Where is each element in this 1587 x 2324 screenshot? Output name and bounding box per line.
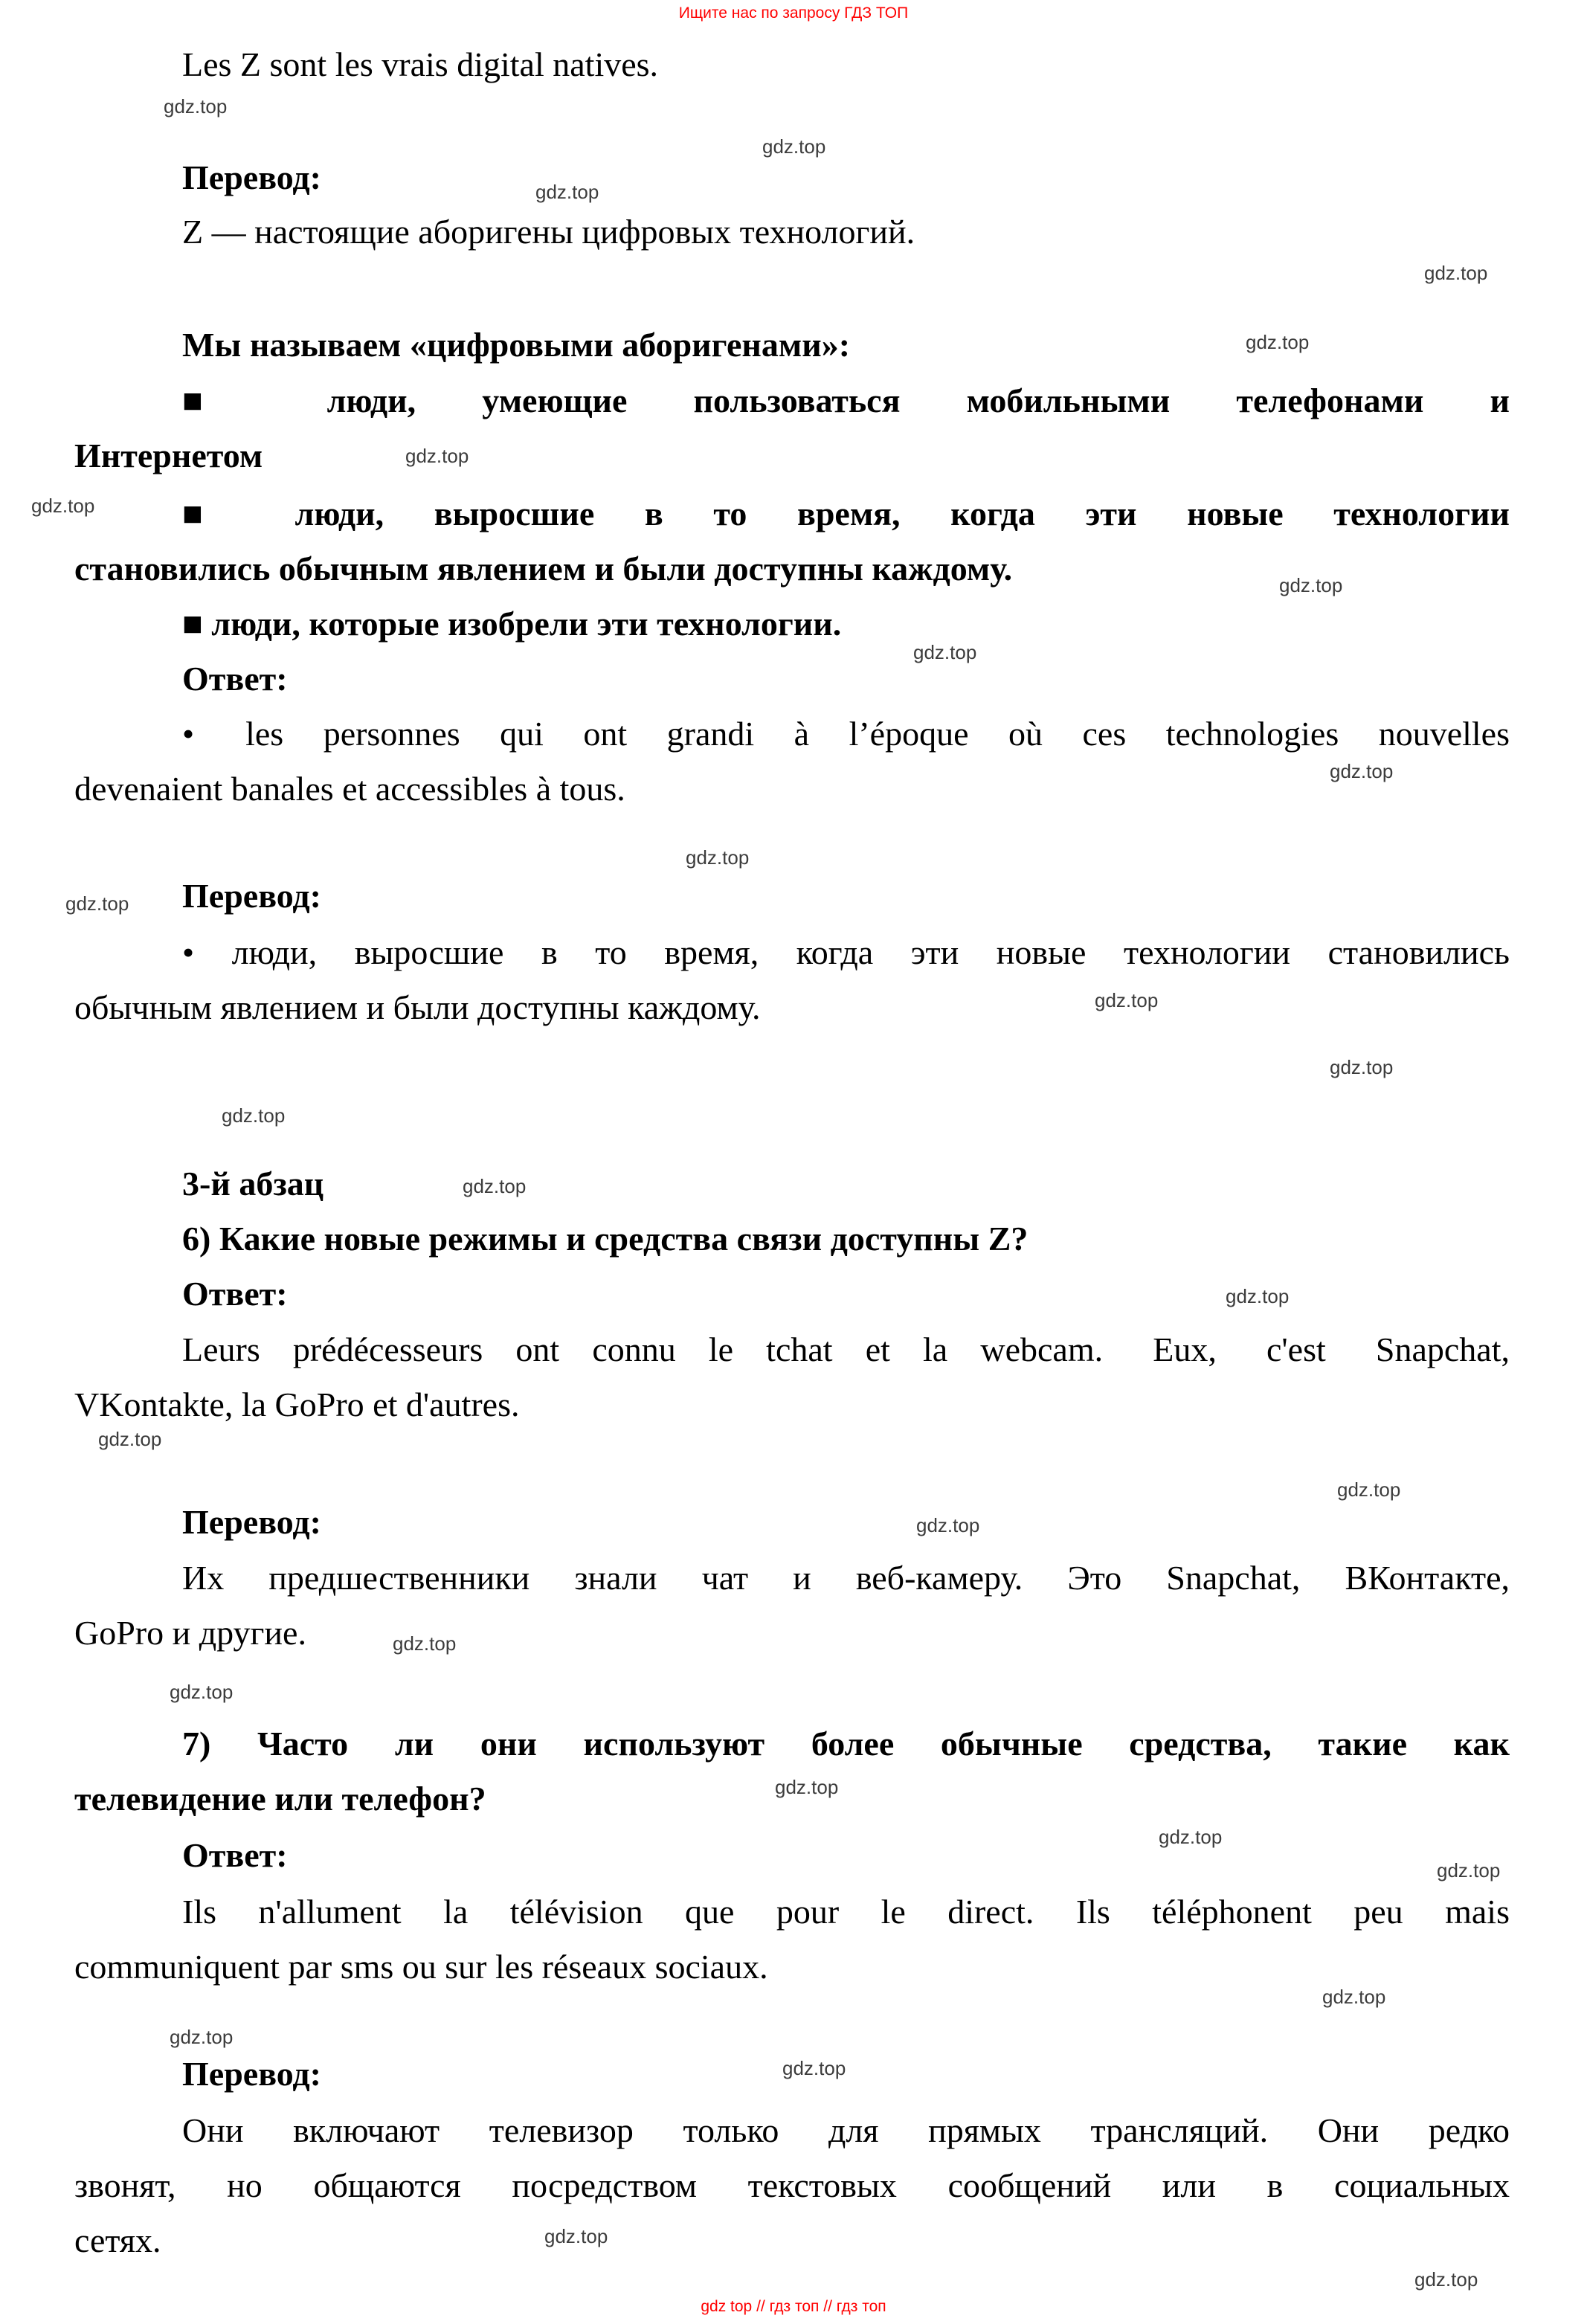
text-line: Ответ:	[182, 1275, 288, 1313]
watermark: gdz.top	[535, 181, 599, 203]
text-line: Перевод:	[182, 2055, 321, 2093]
text-line: телевидение или телефон?	[74, 1780, 486, 1818]
watermark: gdz.top	[65, 892, 129, 915]
watermark: gdz.top	[762, 135, 826, 158]
text-line: VKontakte, la GoPro et d'autres.	[74, 1385, 520, 1423]
watermark: gdz.top	[1337, 1478, 1401, 1501]
text-line: ■ люди, которые изобрели эти технологии.	[182, 605, 842, 643]
text-line: communiquent par sms ou sur les réseaux sociaux.	[74, 1948, 768, 1986]
text-line: становились обычным явлением и были доступны каждому.	[74, 550, 1013, 588]
text-line: ■ люди, выросшие в то время, когда эти новые технологии	[182, 495, 1510, 532]
text-line: 3-й абзац	[182, 1165, 324, 1203]
watermark: gdz.top	[164, 95, 228, 118]
text-line: Их предшественники знали чат и веб-камеру. Это Snapchat, ВКонтакте,	[182, 1559, 1510, 1597]
watermark: gdz.top	[1159, 1826, 1223, 1848]
text-line: Они включают телевизор только для прямых трансляций. Они редко	[182, 2111, 1510, 2149]
watermark: gdz.top	[775, 1776, 839, 1798]
text-line: GoPro и другие.	[74, 1614, 306, 1652]
watermark: gdz.top	[544, 2225, 608, 2247]
text-line: • люди, выросшие в то время, когда эти новые технологии становились	[182, 933, 1510, 971]
text-line: Ils n'allument la télévision que pour le direct. Ils téléphonent peu mais	[182, 1893, 1510, 1931]
watermark: gdz.top	[782, 2057, 846, 2079]
text-line: Перевод:	[182, 158, 321, 196]
watermark: gdz.top	[916, 1514, 980, 1536]
watermark: gdz.top	[686, 846, 750, 869]
text-line: devenaient banales et accessibles à tous.	[74, 770, 625, 808]
text-line: звонят, но общаются посредством текстовых сообщений или в социальных	[74, 2166, 1510, 2204]
watermark: gdz.top	[1437, 1859, 1501, 1882]
watermark: gdz.top	[1330, 760, 1394, 782]
watermark: gdz.top	[1279, 574, 1343, 596]
text-line: Перевод:	[182, 1503, 321, 1541]
text-line: Ответ:	[182, 660, 288, 698]
text-line: Интернетом	[74, 437, 263, 474]
watermark: gdz.top	[1424, 262, 1488, 284]
text-line: • les personnes qui ont grandi à l’époque où ces technologies nouvelles	[182, 715, 1510, 753]
text-line: Ответ:	[182, 1836, 288, 1874]
watermark: gdz.top	[1226, 1285, 1290, 1307]
footer-notice: gdz top // гдз топ // гдз топ	[701, 2298, 886, 2315]
watermark: gdz.top	[405, 445, 469, 467]
watermark: gdz.top	[1322, 1986, 1386, 2008]
text-line: Leurs prédécesseurs ont connu le tchat et la webcam. Eux, c'est Snapchat,	[182, 1330, 1510, 1368]
header-notice: Ищите нас по запросу ГДЗ ТОП	[678, 4, 909, 22]
watermark: gdz.top	[1246, 331, 1310, 353]
watermark: gdz.top	[393, 1632, 457, 1655]
text-line: обычным явлением и были доступны каждому.	[74, 988, 761, 1026]
text-line: Les Z sont les vrais digital natives.	[182, 45, 659, 83]
watermark: gdz.top	[913, 641, 977, 663]
watermark: gdz.top	[170, 2026, 234, 2048]
watermark: gdz.top	[1095, 989, 1159, 1011]
watermark: gdz.top	[463, 1175, 527, 1197]
watermark: gdz.top	[222, 1104, 286, 1127]
text-line: ■ люди, умеющие пользоваться мобильными телефонами и	[182, 382, 1510, 419]
watermark: gdz.top	[1330, 1056, 1394, 1078]
text-line: Мы называем «цифровыми аборигенами»:	[182, 326, 851, 364]
text-line: Z — настоящие аборигены цифровых технологий.	[182, 213, 915, 251]
text-line: сетях.	[74, 2221, 161, 2259]
text-line: Перевод:	[182, 877, 321, 915]
text-line: 6) Какие новые режимы и средства связи доступны Z?	[182, 1220, 1029, 1258]
watermark: gdz.top	[1414, 2268, 1478, 2291]
watermark: gdz.top	[170, 1681, 234, 1703]
watermark: gdz.top	[31, 495, 95, 517]
watermark: gdz.top	[98, 1428, 162, 1450]
text-line: 7) Часто ли они используют более обычные средства, такие как	[182, 1725, 1510, 1763]
